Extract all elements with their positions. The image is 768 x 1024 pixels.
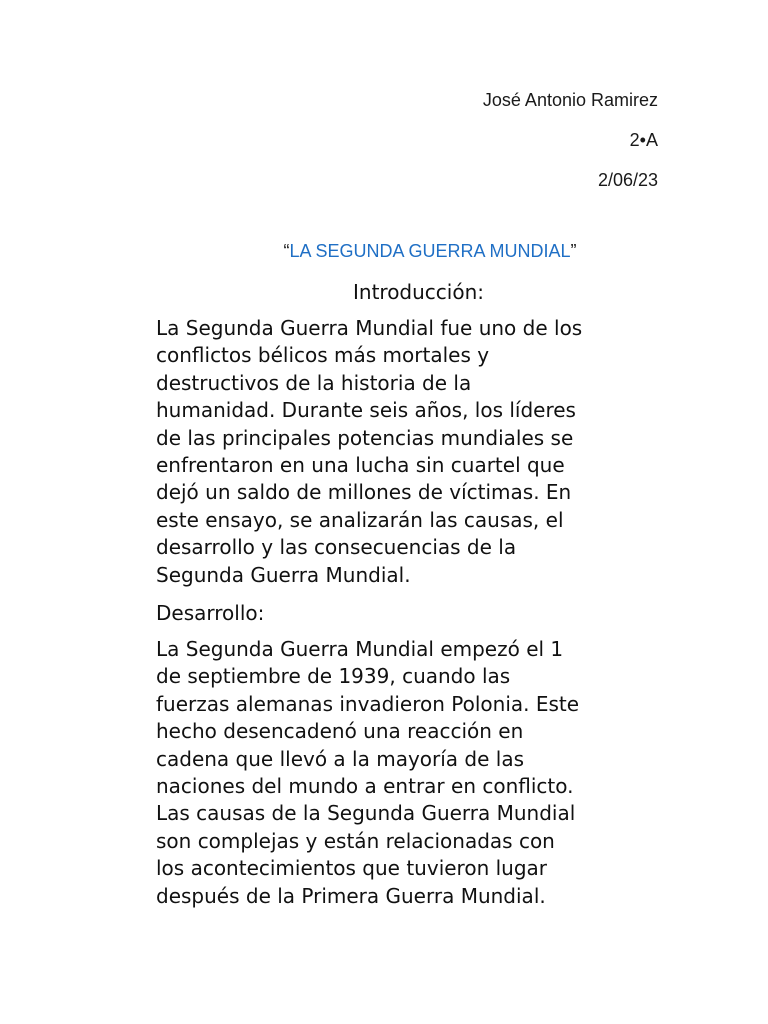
- author-name: José Antonio Ramirez: [482, 90, 658, 110]
- development-heading: Desarrollo:: [156, 601, 265, 625]
- intro-heading: Introducción:: [353, 280, 485, 304]
- intro-paragraph: La Segunda Guerra Mundial fue uno de los conflictos bélicos más mortales y destructivos de la historia de la humanidad. Durante seis años, los líderes de las principales potencias mundiales se enfrentaron en una lucha sin cuartel que dejó un saldo de millones de víctimas. En este ensayo, se analizarán las causas, el desarrollo y las consecuencias de la Segunda Guerra Mundial.: [156, 316, 583, 587]
- development-paragraph: La Segunda Guerra Mundial empezó el 1 de septiembre de 1939, cuando las fuerzas alemanas invadieron Polonia. Este hecho desencadenó una reacción en cadena que llevó a la mayoría de las naciones del mundo a entrar en conflicto. Las causas de la Segunda Guerra Mundial son complejas y están relacionadas con los acontecimientos que tuvieron lugar después de la Primera Guerra Mundial.: [156, 637, 580, 908]
- document-header: [483, 86, 658, 206]
- document-date: 2/06/23: [597, 170, 658, 190]
- document-title: [0, 241, 768, 262]
- title-open-quote: “: [283, 241, 290, 261]
- title-text: LA SEGUNDA GUERRA MUNDIAL: [289, 241, 571, 261]
- title-close-quote: ”: [570, 241, 577, 261]
- student-group: 2•A: [629, 130, 658, 150]
